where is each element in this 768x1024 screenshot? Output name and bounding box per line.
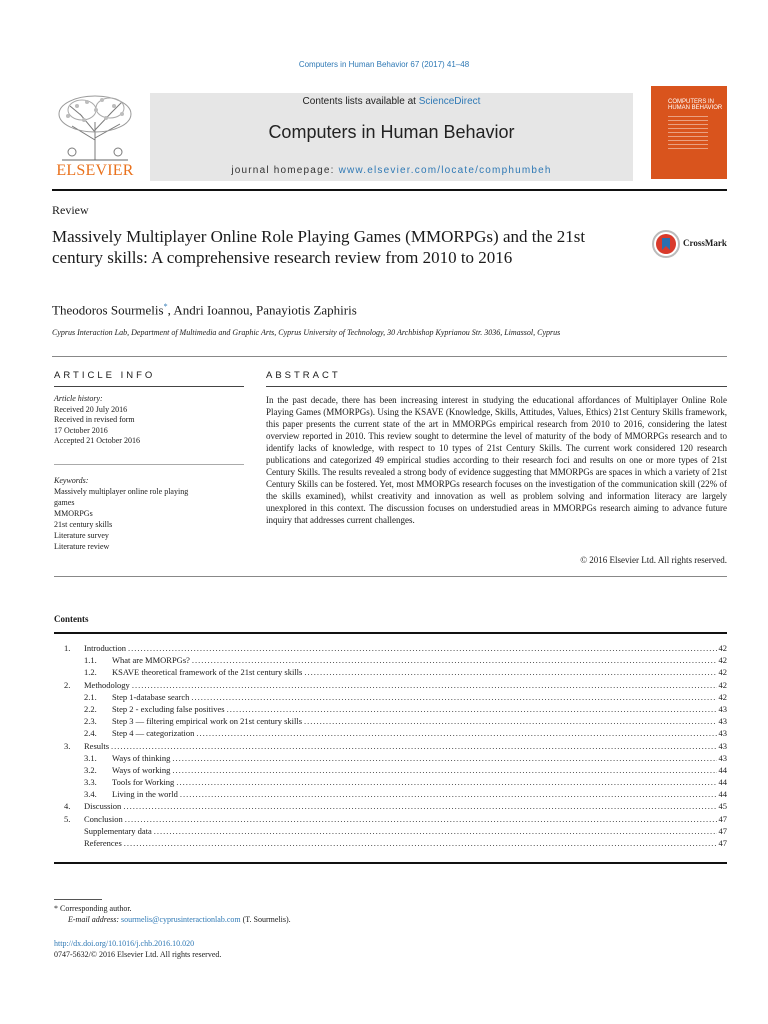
footnotes (54, 903, 291, 925)
toc-leader-dots (180, 788, 717, 800)
toc-title[interactable]: Supplementary data (84, 825, 152, 836)
toc-title[interactable]: What are MMORPGs? (112, 655, 190, 666)
table-of-contents (54, 642, 727, 849)
toc-leader-dots (125, 813, 717, 825)
cover-title (668, 99, 722, 111)
toc-title[interactable]: Methodology (84, 679, 130, 690)
affiliation: Cyprus Interaction Lab, Department of Multimedia and Graphic Arts, Cyprus University of Technology, 30 Archbishop Kyprianou Str. 3036, Limassol, Cyprus (52, 328, 561, 337)
toc-number: 1. (64, 643, 71, 653)
toc-page-number[interactable]: 42 (718, 643, 727, 653)
toc-number: 2.3. (84, 716, 97, 727)
toc-entry[interactable] (54, 764, 727, 776)
journal-citation-link[interactable]: Computers in Human Behavior 67 (2017) 41–48 (298, 60, 470, 69)
title-divider (52, 356, 727, 357)
footnote-divider (54, 899, 102, 900)
toc-entry[interactable] (54, 740, 727, 752)
footnote-mark: * (54, 904, 58, 913)
toc-leader-dots (154, 825, 717, 837)
contents-bottom-rule (54, 862, 727, 864)
toc-entry[interactable] (54, 642, 727, 654)
elsevier-tree-icon (52, 92, 138, 162)
toc-page-number[interactable]: 47 (718, 838, 727, 848)
toc-leader-dots (176, 776, 716, 788)
crossmark-icon (651, 229, 681, 259)
toc-entry[interactable] (54, 679, 727, 691)
toc-entry[interactable] (54, 654, 727, 666)
author-name[interactable]: Theodoros Sourmelis (52, 302, 164, 318)
toc-page-number[interactable]: 44 (718, 789, 727, 800)
toc-leader-dots (132, 679, 717, 691)
history-item: Received in revised form (54, 415, 135, 424)
toc-page-number[interactable]: 43 (718, 716, 727, 727)
toc-number: 3.4. (84, 789, 97, 800)
cover-title-line1: COMPUTERS IN (668, 99, 715, 105)
journal-homepage-link[interactable]: www.elsevier.com/locate/comphumbeh (338, 165, 552, 176)
keyword: Massively multiplayer online role playing (54, 487, 189, 496)
keyword: Literature survey (54, 531, 109, 540)
publisher-name: ELSEVIER (56, 162, 134, 179)
toc-entry[interactable] (54, 691, 727, 703)
history-item: 17 October 2016 (54, 425, 108, 435)
toc-number: 3.2. (84, 764, 97, 775)
corresponding-author-mark[interactable]: * (163, 302, 168, 311)
doi-link[interactable]: http://dx.doi.org/10.1016/j.chb.2016.10.020 (54, 939, 195, 948)
crossmark-badge[interactable] (651, 229, 731, 259)
journal-title: Computers in Human Behavior (268, 122, 515, 142)
toc-title[interactable]: Ways of thinking (112, 752, 171, 763)
abstract-copyright: © 2016 Elsevier Ltd. All rights reserved. (580, 555, 727, 565)
toc-title[interactable]: KSAVE theoretical framework of the 21st century skills (112, 667, 303, 678)
toc-entry[interactable] (54, 715, 727, 727)
journal-cover-thumbnail[interactable] (651, 86, 727, 179)
homepage-prefix: journal homepage: (231, 165, 335, 176)
toc-entry[interactable] (54, 727, 727, 739)
keyword: MMORPGs (54, 509, 93, 518)
toc-number: 1.1. (84, 655, 97, 666)
article-type: Review (52, 203, 89, 217)
email-link[interactable]: sourmelis@cyprusinteractionlab.com (121, 915, 241, 924)
toc-entry[interactable] (54, 752, 727, 764)
contents-prefix: Contents lists available at (302, 96, 416, 107)
toc-title[interactable]: Results (84, 740, 110, 751)
article-history (54, 394, 244, 447)
toc-page-number[interactable]: 42 (718, 691, 727, 702)
toc-page-number[interactable]: 43 (718, 703, 727, 714)
toc-title[interactable]: References (84, 838, 122, 848)
toc-leader-dots (227, 703, 717, 715)
history-divider (54, 464, 244, 465)
toc-title[interactable]: Living in the world (112, 789, 178, 800)
keywords-label: Keywords: (54, 476, 89, 485)
toc-page-number[interactable]: 42 (718, 679, 727, 690)
contents-top-rule (54, 632, 727, 634)
toc-entry[interactable] (54, 776, 727, 788)
toc-leader-dots (192, 654, 717, 666)
keywords (54, 475, 244, 552)
abstract-divider (266, 386, 727, 387)
toc-page-number[interactable]: 47 (718, 813, 727, 824)
toc-number: 3.3. (84, 777, 97, 788)
toc-leader-dots (123, 800, 716, 812)
toc-page-number[interactable]: 42 (718, 655, 727, 666)
toc-title[interactable]: Step 4 — categorization (112, 728, 195, 739)
toc-number: 2.2. (84, 703, 97, 714)
other-authors: , Andri Ioannou, Panayiotis Zaphiris (167, 302, 357, 318)
toc-leader-dots (172, 764, 716, 776)
toc-number: 4. (64, 801, 71, 812)
doi-block (54, 938, 221, 960)
toc-leader-dots (111, 740, 716, 752)
toc-leader-dots (304, 666, 716, 678)
footnote-text: Corresponding author. (60, 904, 132, 913)
toc-entry[interactable] (54, 800, 727, 812)
crossmark-label: CrossMark (683, 238, 727, 248)
toc-entry[interactable] (54, 788, 727, 800)
history-item: Received 20 July 2016 (54, 404, 128, 414)
issn-line: 0747-5632/© 2016 Elsevier Ltd. All rights reserved. (54, 950, 222, 959)
toc-title[interactable]: Step 2 - excluding false positives (112, 703, 225, 714)
toc-leader-dots (172, 752, 716, 764)
toc-title[interactable]: Step 1-database search (112, 691, 190, 702)
toc-entry[interactable] (54, 813, 727, 825)
toc-leader-dots (191, 691, 716, 703)
toc-title[interactable]: Introduction (84, 643, 127, 653)
toc-number: 2.1. (84, 691, 97, 702)
author-list (52, 302, 357, 318)
history-item: Accepted 21 October 2016 (54, 436, 140, 445)
toc-number: 2.4. (84, 728, 97, 739)
toc-number: 3.1. (84, 752, 97, 763)
article-info-divider (54, 386, 244, 387)
abstract-text: In the past decade, there has been increasing interest in studying the educational affordances of Multiplayer Online Role Playing Games (MMORPGs). Using the KSAVE (Knowledge, Skills, Attitudes, Values, Ethics) 21st Century Skills framework, this paper presents the current state of the art in MMORPGs empirical research from 2010 to 2016, considering the latest overview reported in 2010. This review sought to determine the level of maturity of the body of MMORPGs research and to identify lacks of knowledge, with respect to 10 types of 21st Century Skills. The current work considered 120 research publications and categorized 49 empirical studies according to their research foci and results on one or more types of 21st Century Skills. The results revealed a strong body of evidence suggesting that MMORPGs are spaces in which a variety of 21st Century Skills can be fostered. Yet, most MMORPGs research focuses on the investigation of the communication skill (22% of the skills examined), whilst creativity and innovation as well as problem solving and information literacy are largely unexplored in this context. The discussion focuses on understudied areas in MMORPGs research aiming to advance future inquiry that addresses current challenges. (266, 395, 727, 525)
toc-title[interactable]: Ways of working (112, 764, 171, 775)
toc-entry[interactable] (54, 703, 727, 715)
journal-banner (150, 93, 633, 181)
keyword: games (54, 498, 75, 507)
toc-title[interactable]: Discussion (84, 801, 122, 812)
article-info-heading: ARTICLE INFO (54, 370, 156, 381)
email-footnote (54, 914, 291, 925)
toc-leader-dots (196, 727, 716, 739)
toc-page-number[interactable]: 45 (718, 801, 727, 812)
toc-leader-dots (304, 715, 716, 727)
toc-number: 3. (64, 740, 71, 751)
journal-homepage (150, 165, 633, 176)
toc-leader-dots (128, 642, 716, 654)
email-suffix: (T. Sourmelis). (242, 915, 291, 924)
toc-page-number[interactable]: 44 (718, 777, 727, 788)
keyword: Literature review (54, 542, 110, 551)
toc-title[interactable]: Step 3 — filtering empirical work on 21st century skills (112, 716, 303, 727)
contents-heading: Contents (54, 614, 89, 624)
toc-number: 2. (64, 679, 71, 690)
toc-title[interactable]: Tools for Working (112, 777, 175, 788)
toc-entry[interactable] (54, 837, 727, 849)
toc-entry[interactable] (54, 666, 727, 678)
toc-page-number[interactable]: 42 (718, 667, 727, 678)
toc-entry[interactable] (54, 825, 727, 837)
toc-number: 1.2. (84, 667, 97, 678)
toc-page-number[interactable]: 43 (718, 728, 727, 739)
abstract-heading: ABSTRACT (266, 370, 341, 381)
toc-page-number[interactable]: 44 (718, 764, 727, 775)
email-label: E-mail address: (68, 915, 120, 924)
header-divider (52, 189, 727, 191)
cover-title-line2: HUMAN BEHAVIOR (668, 105, 723, 111)
abstract-bottom-divider (54, 576, 727, 577)
cover-text-lines (668, 116, 708, 152)
history-label: Article history: (54, 394, 103, 403)
toc-title[interactable]: Conclusion (84, 813, 123, 824)
toc-number: 5. (64, 813, 71, 824)
corresponding-footnote (54, 903, 291, 914)
elsevier-logo (52, 92, 138, 180)
toc-page-number[interactable]: 43 (718, 740, 727, 751)
toc-leader-dots (124, 837, 717, 849)
keyword: 21st century skills (54, 520, 113, 529)
toc-page-number[interactable]: 47 (718, 825, 727, 836)
toc-page-number[interactable]: 43 (718, 752, 727, 763)
contents-availability (150, 96, 633, 107)
article-title: Massively Multiplayer Online Role Playing Games (MMORPGs) and the 21st century skills: A comprehensive research review from 2010 to 2016 (52, 227, 586, 267)
sciencedirect-link[interactable]: ScienceDirect (418, 96, 481, 107)
